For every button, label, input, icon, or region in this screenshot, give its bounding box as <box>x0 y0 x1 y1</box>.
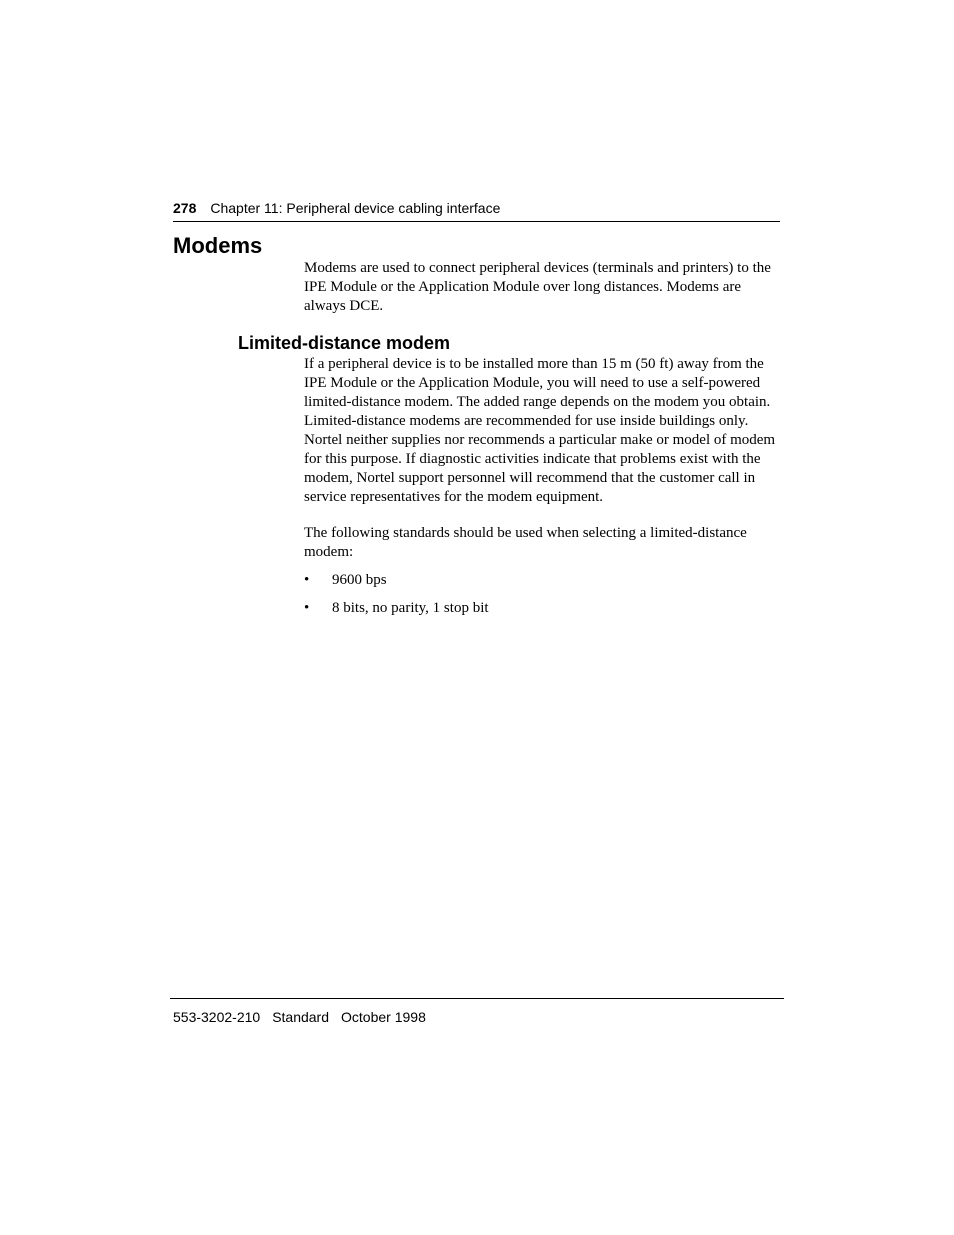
limited-distance-paragraph: If a peripheral device is to be installed more than 15 m (50 ft) away from the IPE Module or the Application Module, you will need to use a self-powered limited-distance modem. The added range depends on the modem you obtain. Limited-distance modems are recommended for use inside buildings only. Nortel neither supplies nor recommends a particular make or model of modem for this purpose. If diagnostic activities indicate that problems exist with the modem, Nortel support personnel will recommend that the customer call in service representatives for the modem equipment. <box>304 356 776 505</box>
page-header <box>173 199 780 222</box>
list-item <box>304 599 774 618</box>
bullet-icon: • <box>304 600 310 616</box>
document-number: 553-3202-210 <box>173 1009 261 1025</box>
list-item-text: 9600 bps <box>332 572 387 588</box>
list-item-text: 8 bits, no parity, 1 stop bit <box>332 600 489 616</box>
standards-list <box>304 571 774 627</box>
document-date: October 1998 <box>341 1009 426 1025</box>
standards-paragraph: The following standards should be used when selecting a limited-distance modem: <box>304 525 747 560</box>
subsection-title: Limited-distance modem <box>238 333 451 353</box>
page-number: 278 <box>173 200 197 216</box>
document-status: Standard <box>272 1009 330 1025</box>
page-footer <box>170 998 784 1026</box>
bullet-icon: • <box>304 572 310 588</box>
section-title: Modems <box>173 233 263 258</box>
list-item <box>304 571 774 590</box>
intro-paragraph: Modems are used to connect peripheral devices (terminals and printers) to the IPE Module or the Application Module over long distances. Modems are always DCE. <box>304 260 771 314</box>
chapter-title: Chapter 11: Peripheral device cabling interface <box>210 200 501 216</box>
